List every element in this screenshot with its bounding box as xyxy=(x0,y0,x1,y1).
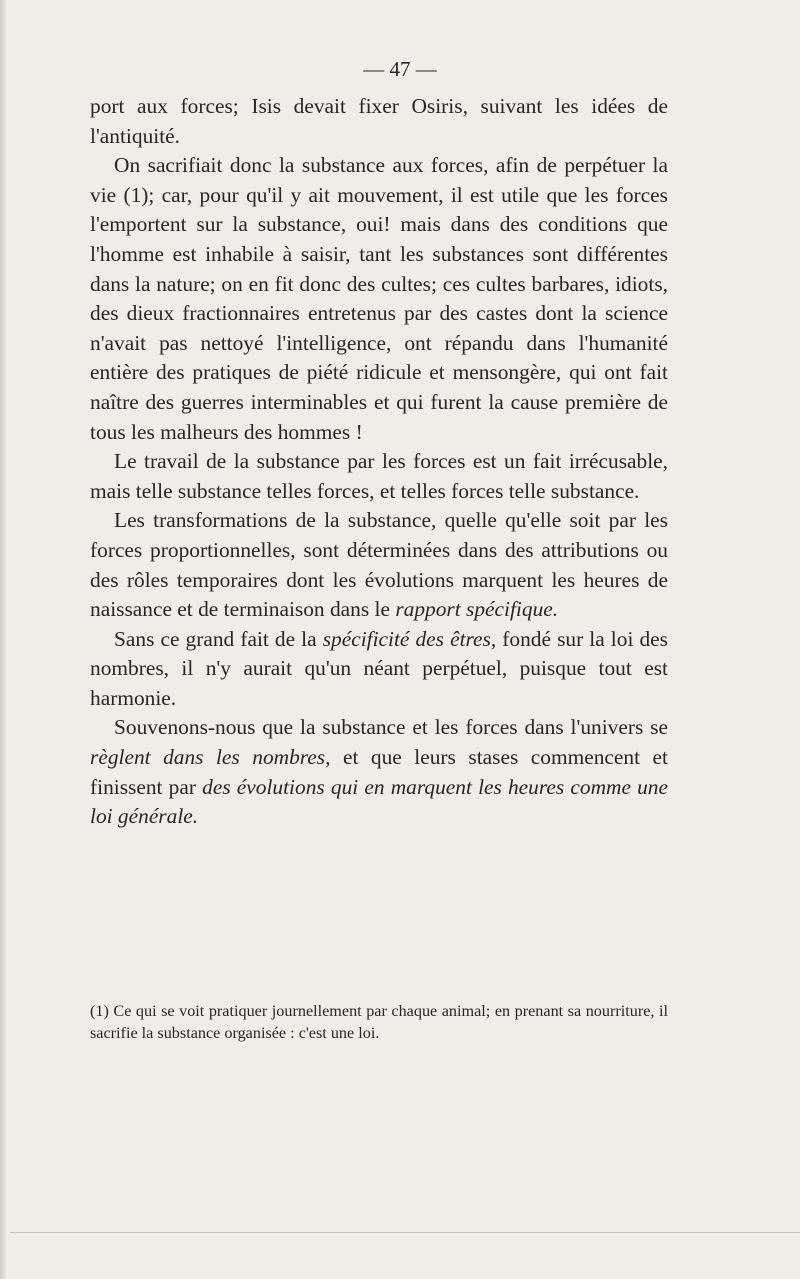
paragraph xyxy=(90,713,668,831)
text-span: port aux forces; Isis devait fixer Osiris, suivant les idées de l'antiquité. xyxy=(90,94,668,148)
italic-span: rapport spécifique. xyxy=(395,597,559,622)
paragraph xyxy=(90,506,668,624)
page-bottom-rule xyxy=(10,1232,800,1233)
text-span: Le travail de la substance par les forces est un fait irrécusable, mais telle substance telles forces, et telles forces telle substance. xyxy=(90,449,668,503)
paragraph xyxy=(90,447,668,506)
page-edge xyxy=(0,0,6,1279)
text-span: Sans ce grand fait de la xyxy=(114,626,323,651)
paragraph xyxy=(90,625,668,714)
text-span: fondé sur la loi des nombres, il n'y aurait qu'un néant perpétuel, puisque tout est harmonie. xyxy=(90,626,668,710)
footnote-text: (1) Ce qui se voit pratiquer journellement par chaque animal; en prenant sa nourriture, il sacrifie la substance organisée : c'est une loi. xyxy=(90,1002,668,1042)
italic-span: des évolutions qui en marquent les heures comme une loi générale. xyxy=(90,774,668,829)
page-number: — 47 — xyxy=(363,57,437,81)
italic-span: spécificité des êtres, xyxy=(322,626,497,651)
paragraph xyxy=(90,151,668,447)
text-span: On sacrifiait donc la substance aux forces, afin de perpétuer la vie (1); car, pour qu'il y ait mouvement, il est utile que les forces l'emportent sur la substance, oui! mais dans des conditions que l'homme est inhabile à saisir, tant les substances sont différentes dans la nature; on en fit donc des cultes; ces cultes barbares, idiots, des dieux fractionnaires entretenus par des castes dont la science n'avait pas nettoyé l'intelligence, ont répandu dans l'humanité entière des pratiques de piété ridicule et mensongère, qui ont fait naître des guerres interminables et qui furent la cause première de tous les malheurs des hommes ! xyxy=(90,153,668,444)
body-text xyxy=(90,92,668,832)
text-span: et que leurs stases commencent et finissent par xyxy=(90,745,668,799)
text-span: Souvenons-nous que la substance et les forces dans l'univers se xyxy=(114,715,668,740)
footnote xyxy=(90,1000,668,1044)
italic-span: règlent dans les nombres, xyxy=(90,745,331,770)
paragraph xyxy=(90,92,668,151)
text-span: Les transformations de la substance, quelle qu'elle soit par les forces proportionnelles, sont déterminées dans des attributions ou des rôles temporaires dont les évolutions marquent les heures de naissance et de terminaison dans le xyxy=(90,508,668,622)
